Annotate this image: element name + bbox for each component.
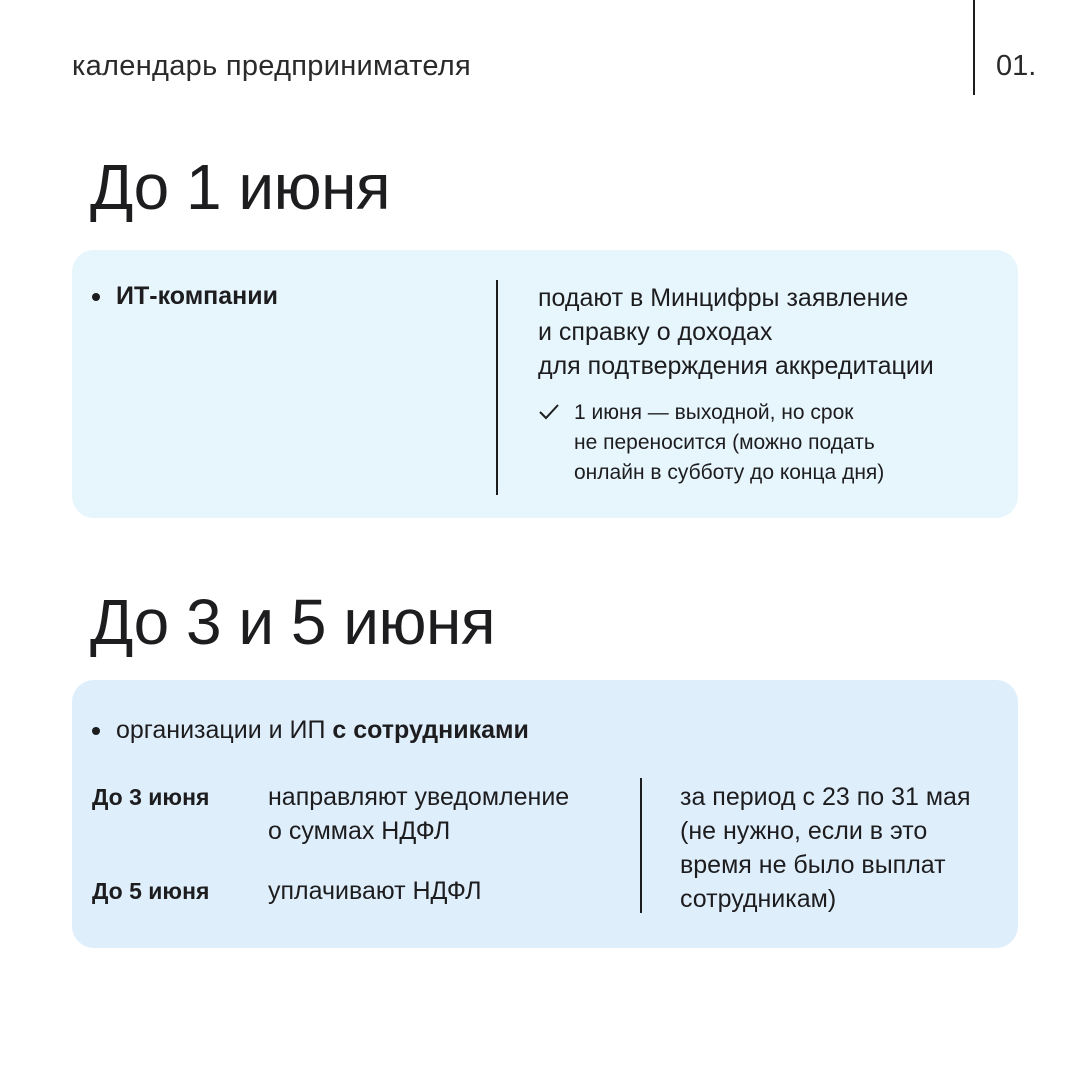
card-it-companies (72, 250, 1018, 518)
section-title-june-3-5: До 3 и 5 июня (90, 586, 495, 658)
bullet-employers (92, 716, 529, 745)
action-line: уплачивают НДФЛ (268, 877, 482, 905)
subject-label: ИТ-компании (116, 282, 279, 310)
action-line: направляют уведомление (268, 783, 570, 811)
note-line: не переносится (можно подать (574, 431, 875, 454)
deadline-label-june-5: До 5 июня (92, 878, 210, 904)
period-line: (не нужно, если в это (680, 817, 928, 845)
description-line: и справку о доходах (538, 318, 773, 346)
action-line: о суммах НДФЛ (268, 817, 451, 845)
check-icon (538, 401, 560, 423)
deadline-action-june-3 (268, 780, 569, 848)
vertical-divider (496, 280, 498, 495)
bullet-it-companies (92, 282, 278, 311)
description-line: для подтверждения аккредитации (538, 352, 934, 380)
deadline-action-june-5 (268, 874, 482, 908)
deadline-label-june-3: До 3 июня (92, 784, 210, 810)
description-line: подают в Минцифры заявление (538, 284, 909, 312)
period-line: за период с 23 по 31 мая (680, 783, 971, 811)
description (538, 281, 934, 383)
card-employers (72, 680, 1018, 948)
section-title-june-1: До 1 июня (90, 151, 391, 223)
period-line: время не было выплат (680, 851, 946, 879)
bullet-dot-icon (92, 293, 100, 301)
note (538, 398, 884, 488)
subject-bold: с сотрудниками (332, 716, 529, 744)
header-title: календарь предпринимателя (72, 50, 472, 82)
note-line: 1 июня — выходной, но срок (574, 401, 854, 424)
vertical-divider (640, 778, 642, 913)
bullet-dot-icon (92, 727, 100, 735)
note-text (574, 398, 884, 488)
period-description (680, 780, 970, 916)
header-divider (973, 0, 975, 95)
note-line: онлайн в субботу до конца дня) (574, 461, 885, 484)
period-line: сотрудникам) (680, 885, 837, 913)
page-number: 01. (996, 50, 1037, 82)
subject-prefix: организации и ИП (116, 716, 333, 744)
